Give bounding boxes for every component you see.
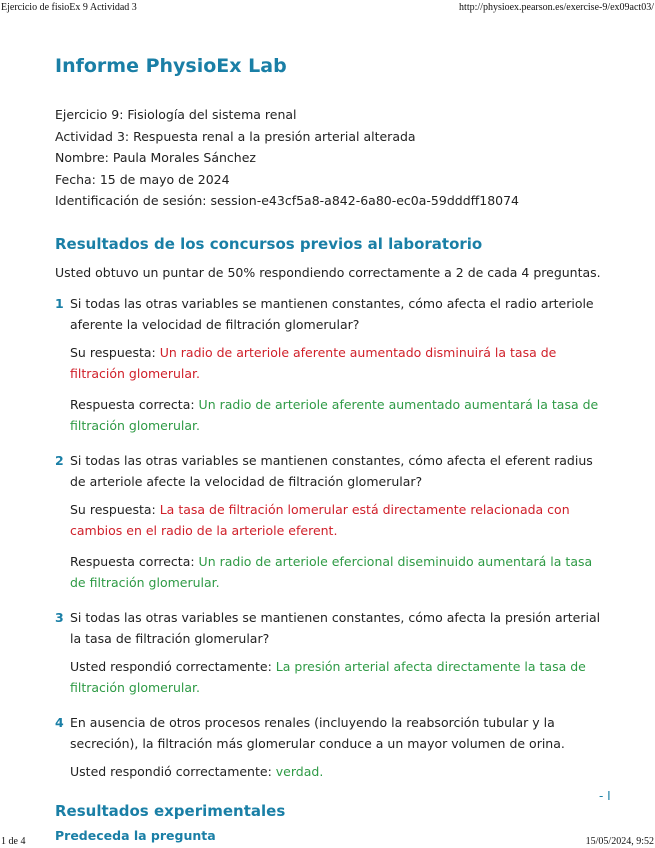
corner-mark: - I (599, 789, 611, 803)
question-text: Si todas las otras variables se mantienen constantes, cómo afecta el radio arteriole aferente la velocidad de filtración glomerular? (70, 295, 594, 332)
prelab-score: Usted obtuvo un puntar de 50% respondiendo correctamente a 2 de cada 4 preguntas. (55, 264, 601, 280)
report-content (55, 52, 610, 846)
correct-answer-label: Respuesta correcta: (70, 553, 195, 569)
prelab-heading: Resultados de los concursos previos al laboratorio (55, 234, 483, 253)
correct-answer-label: Usted respondió correctamente: (70, 763, 272, 779)
meta-name: Nombre: Paula Morales Sánchez (55, 150, 256, 165)
question-text: En ausencia de otros procesos renales (incluyendo la reabsorción tubular y la secreción), la filtración más glomerular conduce a un mayor volumen de orina. (70, 714, 565, 751)
quiz-question (55, 712, 610, 792)
print-timestamp: 15/05/2024, 9:52 (585, 836, 654, 847)
question-text: Si todas las otras variables se mantienen constantes, cómo afecta el eferent radius de arteriole afecte la velocidad de filtración glomerular? (70, 452, 593, 489)
correct-answer (70, 761, 610, 782)
quiz-question (55, 450, 610, 603)
correct-answer-text: verdad. (275, 763, 324, 779)
print-header-title: Ejercicio de fisioEx 9 Actividad 3 (1, 2, 137, 13)
correct-answer (70, 394, 610, 436)
report-meta (55, 104, 610, 212)
print-footer (0, 836, 655, 847)
print-header (0, 2, 655, 13)
your-answer (70, 499, 610, 541)
correct-answer-label: Respuesta correcta: (70, 396, 195, 412)
meta-exercise: Ejercicio 9: Fisiología del sistema renal (55, 107, 297, 122)
correct-answer-text: Un radio de arteriole aferente aumentado aumentará la tasa de filtración glomerular. (70, 396, 599, 433)
print-header-url: http://physioex.pearson.es/exercise-9/ex09act03/ (459, 2, 654, 13)
question-number: 4 (55, 714, 64, 730)
page-title: Informe PhysioEx Lab (55, 55, 287, 77)
question-text: Si todas las otras variables se mantienen constantes, cómo afecta la presión arterial la tasa de filtración glomerular? (70, 609, 601, 646)
your-answer-label: Su respuesta: (70, 501, 156, 517)
correct-answer-label: Usted respondió correctamente: (70, 658, 272, 674)
experimental-heading: Resultados experimentales (55, 801, 286, 820)
correct-answer (70, 551, 610, 593)
correct-answer (70, 656, 610, 698)
your-answer-text: La tasa de filtración lomerular está directamente relacionada con cambios en el radio de la arteriole eferent. (70, 501, 570, 538)
quiz-question (55, 607, 610, 708)
experimental-subheading: Predeceda la pregunta (55, 827, 216, 843)
correct-answer-text: Un radio de arteriole efercional diseminuido aumentará la tasa de filtración glomerular. (70, 553, 593, 590)
your-answer-text: Un radio de arteriole aferente aumentado disminuirá la tasa de filtración glomerular. (70, 344, 557, 381)
meta-activity: Actividad 3: Respuesta renal a la presión arterial alterada (55, 128, 416, 144)
question-number: 3 (55, 609, 64, 625)
your-answer-label: Su respuesta: (70, 344, 156, 360)
question-number: 2 (55, 452, 64, 468)
page-number: 1 de 4 (1, 836, 26, 847)
meta-date: Fecha: 15 de mayo de 2024 (55, 171, 230, 187)
question-number: 1 (55, 295, 64, 311)
meta-session-id: Identificación de sesión: session-e43cf5a8-a842-6a80-ec0a-59dddff18074 (55, 193, 520, 208)
quiz-question (55, 293, 610, 446)
your-answer (70, 342, 610, 384)
correct-answer-text: La presión arterial afecta directamente la tasa de filtración glomerular. (70, 658, 586, 695)
